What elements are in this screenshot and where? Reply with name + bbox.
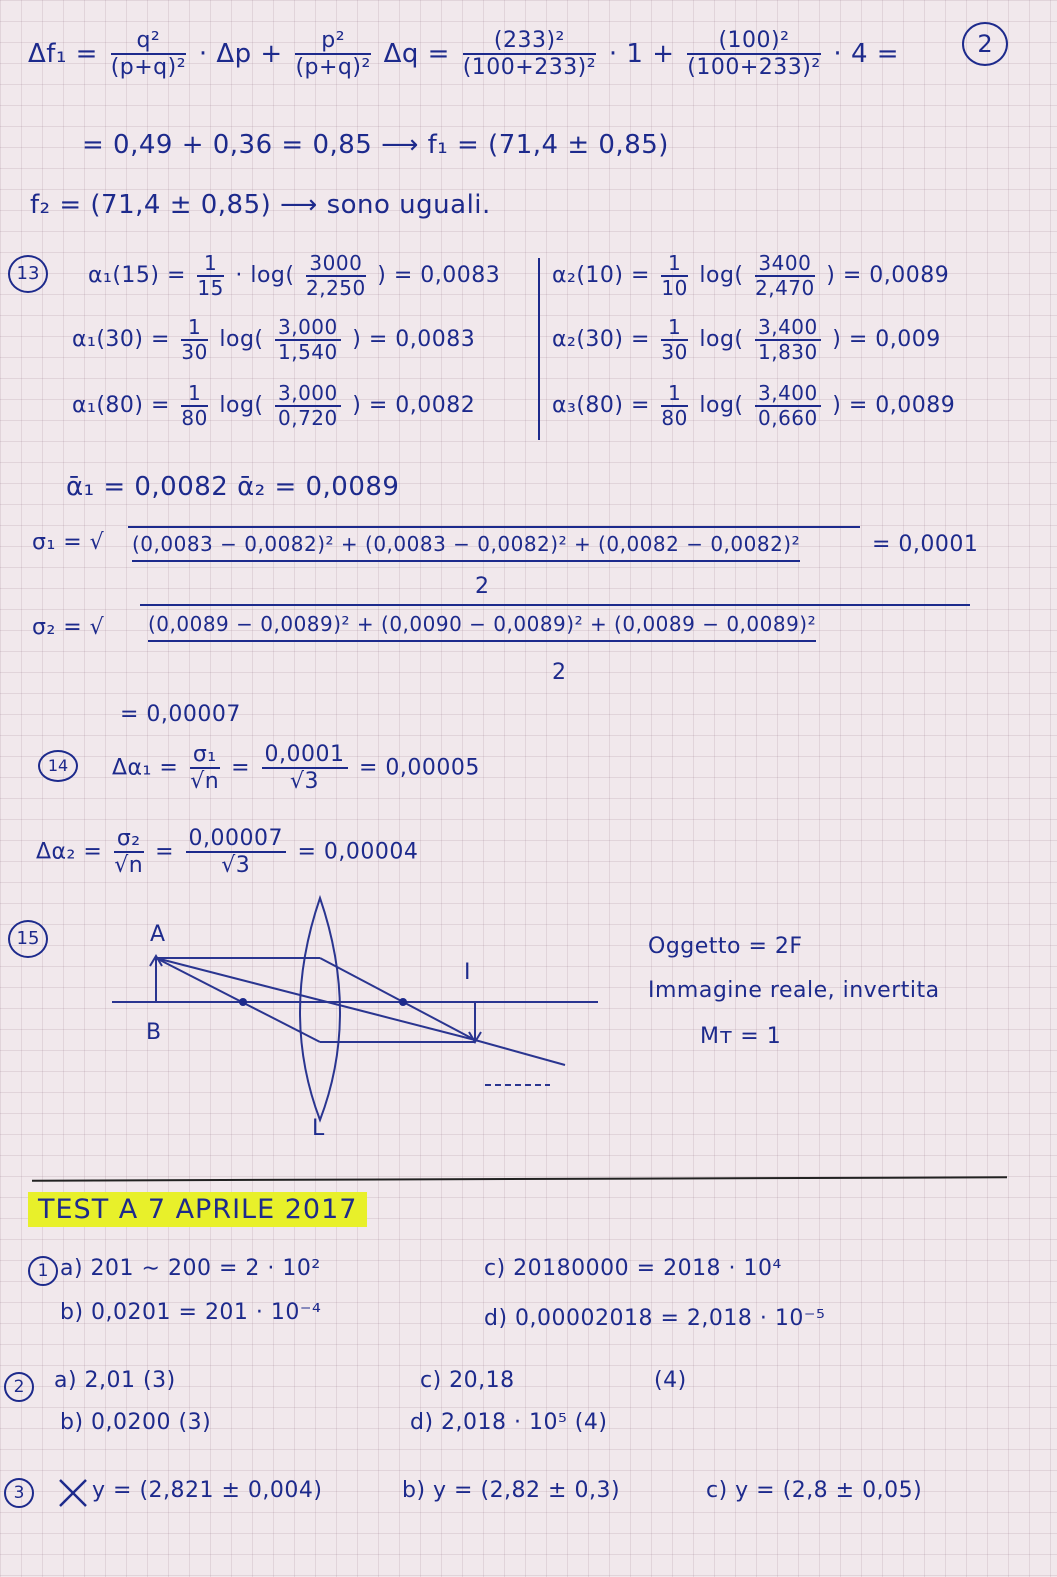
formula-operator: Δq = [383,38,450,69]
label-b: B [146,1020,162,1045]
log-label: log( [219,393,264,418]
alpha-label: α₁(15) = [88,263,186,288]
fraction [190,742,220,795]
fraction-denominator: √n [190,769,220,795]
question-13-badge: 13 [8,255,48,293]
result-f1: = 0,49 + 0,36 = 0,85 ⟶ f₁ = (71,4 ± 0,85) [82,130,669,160]
cross-out-mark [56,1476,90,1510]
alpha-label: α₂(10) = [552,263,650,288]
fraction-denominator: 10 [661,276,688,300]
label-a: A [150,922,166,947]
test-q2b: b) 0,0200 (3) [60,1410,212,1435]
fraction-denominator: 80 [181,406,208,430]
question-15-badge: 15 [8,920,48,958]
fraction [755,382,821,430]
test-q1c: c) 20180000 = 2018 · 10⁴ [484,1256,782,1281]
alpha-result: ) = 0,0089 [826,263,950,288]
focal-point-right [399,998,407,1006]
fraction-233 [463,28,596,81]
test-q1b: b) 0,0201 = 201 · 10⁻⁴ [60,1300,322,1325]
label-i: I [464,960,471,985]
fraction-numerator: 3,000 [275,316,341,341]
fraction-q2 [111,28,186,81]
fraction [181,316,207,364]
fraction-denominator: (p+q)² [295,55,371,81]
fraction-numerator: σ₂ [114,826,144,853]
fraction [262,742,348,795]
ray-refracted [320,958,475,1040]
fraction-numerator: 3,000 [275,382,341,407]
fraction-numerator: 1 [181,316,207,341]
alpha-label: α₃(80) = [552,393,650,418]
fraction [275,316,341,364]
note-image: Immagine reale, invertita [648,978,940,1003]
fraction-numerator: 1 [661,382,687,407]
sigma1-numerator: (0,0083 − 0,0082)² + (0,0083 − 0,0082)² + (0,0082 − 0,0082)² [132,532,800,562]
formula-operator: · Δp + [198,38,283,69]
test-q1a: a) 201 ∼ 200 = 2 · 10² [60,1256,321,1281]
alpha-result: ) = 0,0089 [832,393,956,418]
test-q3c: c) y = (2,8 ± 0,05) [706,1478,923,1503]
fraction-numerator: 0,0001 [262,742,348,769]
fraction-p2 [295,28,370,81]
test-q2d: d) 2,018 · 10⁵ (4) [410,1410,608,1435]
formula-operator: = [231,755,251,781]
delta-alpha-label: Δα₁ = [112,755,179,781]
alpha-label: α₁(30) = [72,327,170,352]
fraction-numerator: σ₁ [190,742,220,769]
fraction-numerator: 1 [661,316,687,341]
alpha-result: ) = 0,0083 [352,327,476,352]
alpha-result: ) = 0,0082 [352,393,476,418]
fraction-denominator: √3 [221,853,251,879]
fraction [197,252,223,300]
log-label: log( [699,327,744,352]
fraction-denominator: 15 [197,276,224,300]
fraction-numerator: 0,00007 [186,826,286,853]
fraction-numerator: p² [295,28,370,55]
fraction-numerator: (233)² [463,28,596,55]
fraction [661,382,687,430]
question-14-badge: 14 [38,750,78,782]
sigma2-denominator: 2 [552,660,567,685]
test-q2a: a) 2,01 (3) [54,1368,176,1393]
fraction [186,826,286,879]
fraction-denominator: 0,660 [758,406,818,430]
fraction-denominator: 2,250 [305,276,366,300]
alpha-label: α₂(30) = [552,327,650,352]
fraction-numerator: 3400 [755,252,815,277]
section-separator [32,1176,1007,1181]
fraction-denominator: 30 [661,340,688,364]
formula-operator: · 4 = [833,38,900,69]
delta-f1-label: Δf₁ = [28,38,98,69]
fraction-denominator: 1,830 [758,340,818,364]
alpha1-30 [72,316,475,364]
fraction [306,252,366,300]
ray-extension [475,1040,565,1065]
fraction-denominator: (100+233)² [462,55,597,81]
fraction [114,826,144,879]
note-magnification: Mᴛ = 1 [700,1024,782,1049]
alpha2-10 [552,252,949,300]
fraction-denominator: (p+q)² [110,55,187,81]
column-divider [538,258,540,440]
log-label: log( [699,393,744,418]
log-label: log( [699,263,744,288]
alpha-result: ) = 0,0083 [377,263,501,288]
page-number-badge: 2 [962,22,1008,66]
fraction [755,316,821,364]
fraction-100 [687,28,820,81]
test-title: TEST A 7 APRILE 2017 [28,1192,367,1227]
sigma2-label: σ₂ = √ [32,615,105,640]
sigma2-numerator: (0,0089 − 0,0089)² + (0,0090 − 0,0089)² + (0,0089 − 0,0089)² [148,612,816,642]
fraction [275,382,341,430]
delta-f1-formula [28,28,899,81]
fraction [661,316,687,364]
log-label: · log( [235,263,295,288]
delta-alpha1 [112,742,480,795]
formula-operator: · 1 + [608,38,675,69]
delta-alpha-label: Δα₂ = [36,839,103,865]
lens-ray-diagram [100,890,720,1140]
fraction-numerator: q² [111,28,186,55]
sigma2-result: = 0,00007 [120,702,241,727]
fraction-numerator: 1 [181,382,207,407]
fraction-denominator: 1,540 [278,340,338,364]
test-q3b: b) y = (2,82 ± 0,3) [402,1478,621,1503]
alpha-label: α₁(80) = [72,393,170,418]
sigma1-denominator: 2 [475,574,490,599]
alpha-means: ᾱ₁ = 0,0082 ᾱ₂ = 0,0089 [66,472,400,502]
fraction-denominator: 0,720 [278,406,338,430]
result-f2: f₂ = (71,4 ± 0,85) ⟶ sono uguali. [30,190,491,220]
sigma1-label: σ₁ = √ [32,530,105,555]
ray-focal [156,958,320,1042]
alpha1-80 [72,382,475,430]
delta-alpha-result: = 0,00005 [359,755,480,781]
alpha3-80 [552,382,955,430]
test-q2c: c) 20,18 [420,1368,515,1393]
test-q1d: d) 0,00002018 = 2,018 · 10⁻⁵ [484,1306,826,1331]
delta-alpha-result: = 0,00004 [297,839,419,865]
test-q2-badge: 2 [4,1372,34,1402]
label-l: L [312,1116,325,1141]
fraction-denominator: 2,470 [755,276,815,300]
test-q2c-sig: (4) [654,1368,687,1393]
note-object: Oggetto = 2F [648,934,803,959]
fraction [661,252,687,300]
fraction-denominator: √n [114,853,144,879]
test-q1-badge: 1 [28,1256,58,1286]
alpha1-15 [88,252,500,300]
test-q3-badge: 3 [4,1478,34,1508]
log-label: log( [219,327,264,352]
fraction-numerator: 3,400 [755,382,821,407]
sqrt-bar [140,604,970,606]
fraction-numerator: (100)² [687,28,820,55]
fraction-numerator: 3,400 [755,316,821,341]
fraction [755,252,815,300]
fraction-denominator: √3 [290,769,320,795]
test-q3a: y = (2,821 ± 0,004) [92,1478,323,1503]
fraction-numerator: 1 [197,252,223,277]
fraction-numerator: 1 [661,252,687,277]
focal-point-left [239,998,247,1006]
sigma1-result: = 0,0001 [872,532,979,557]
fraction-denominator: 30 [181,340,208,364]
alpha2-30 [552,316,941,364]
fraction-denominator: (100+233)² [687,55,821,81]
formula-operator: = [155,839,175,865]
alpha-result: ) = 0,009 [832,327,941,352]
ray-center [156,958,475,1040]
fraction-numerator: 3000 [306,252,366,277]
converging-lens [300,898,340,1120]
delta-alpha2 [36,826,418,879]
fraction-denominator: 80 [661,406,688,430]
fraction [181,382,207,430]
sqrt-bar [128,526,860,528]
